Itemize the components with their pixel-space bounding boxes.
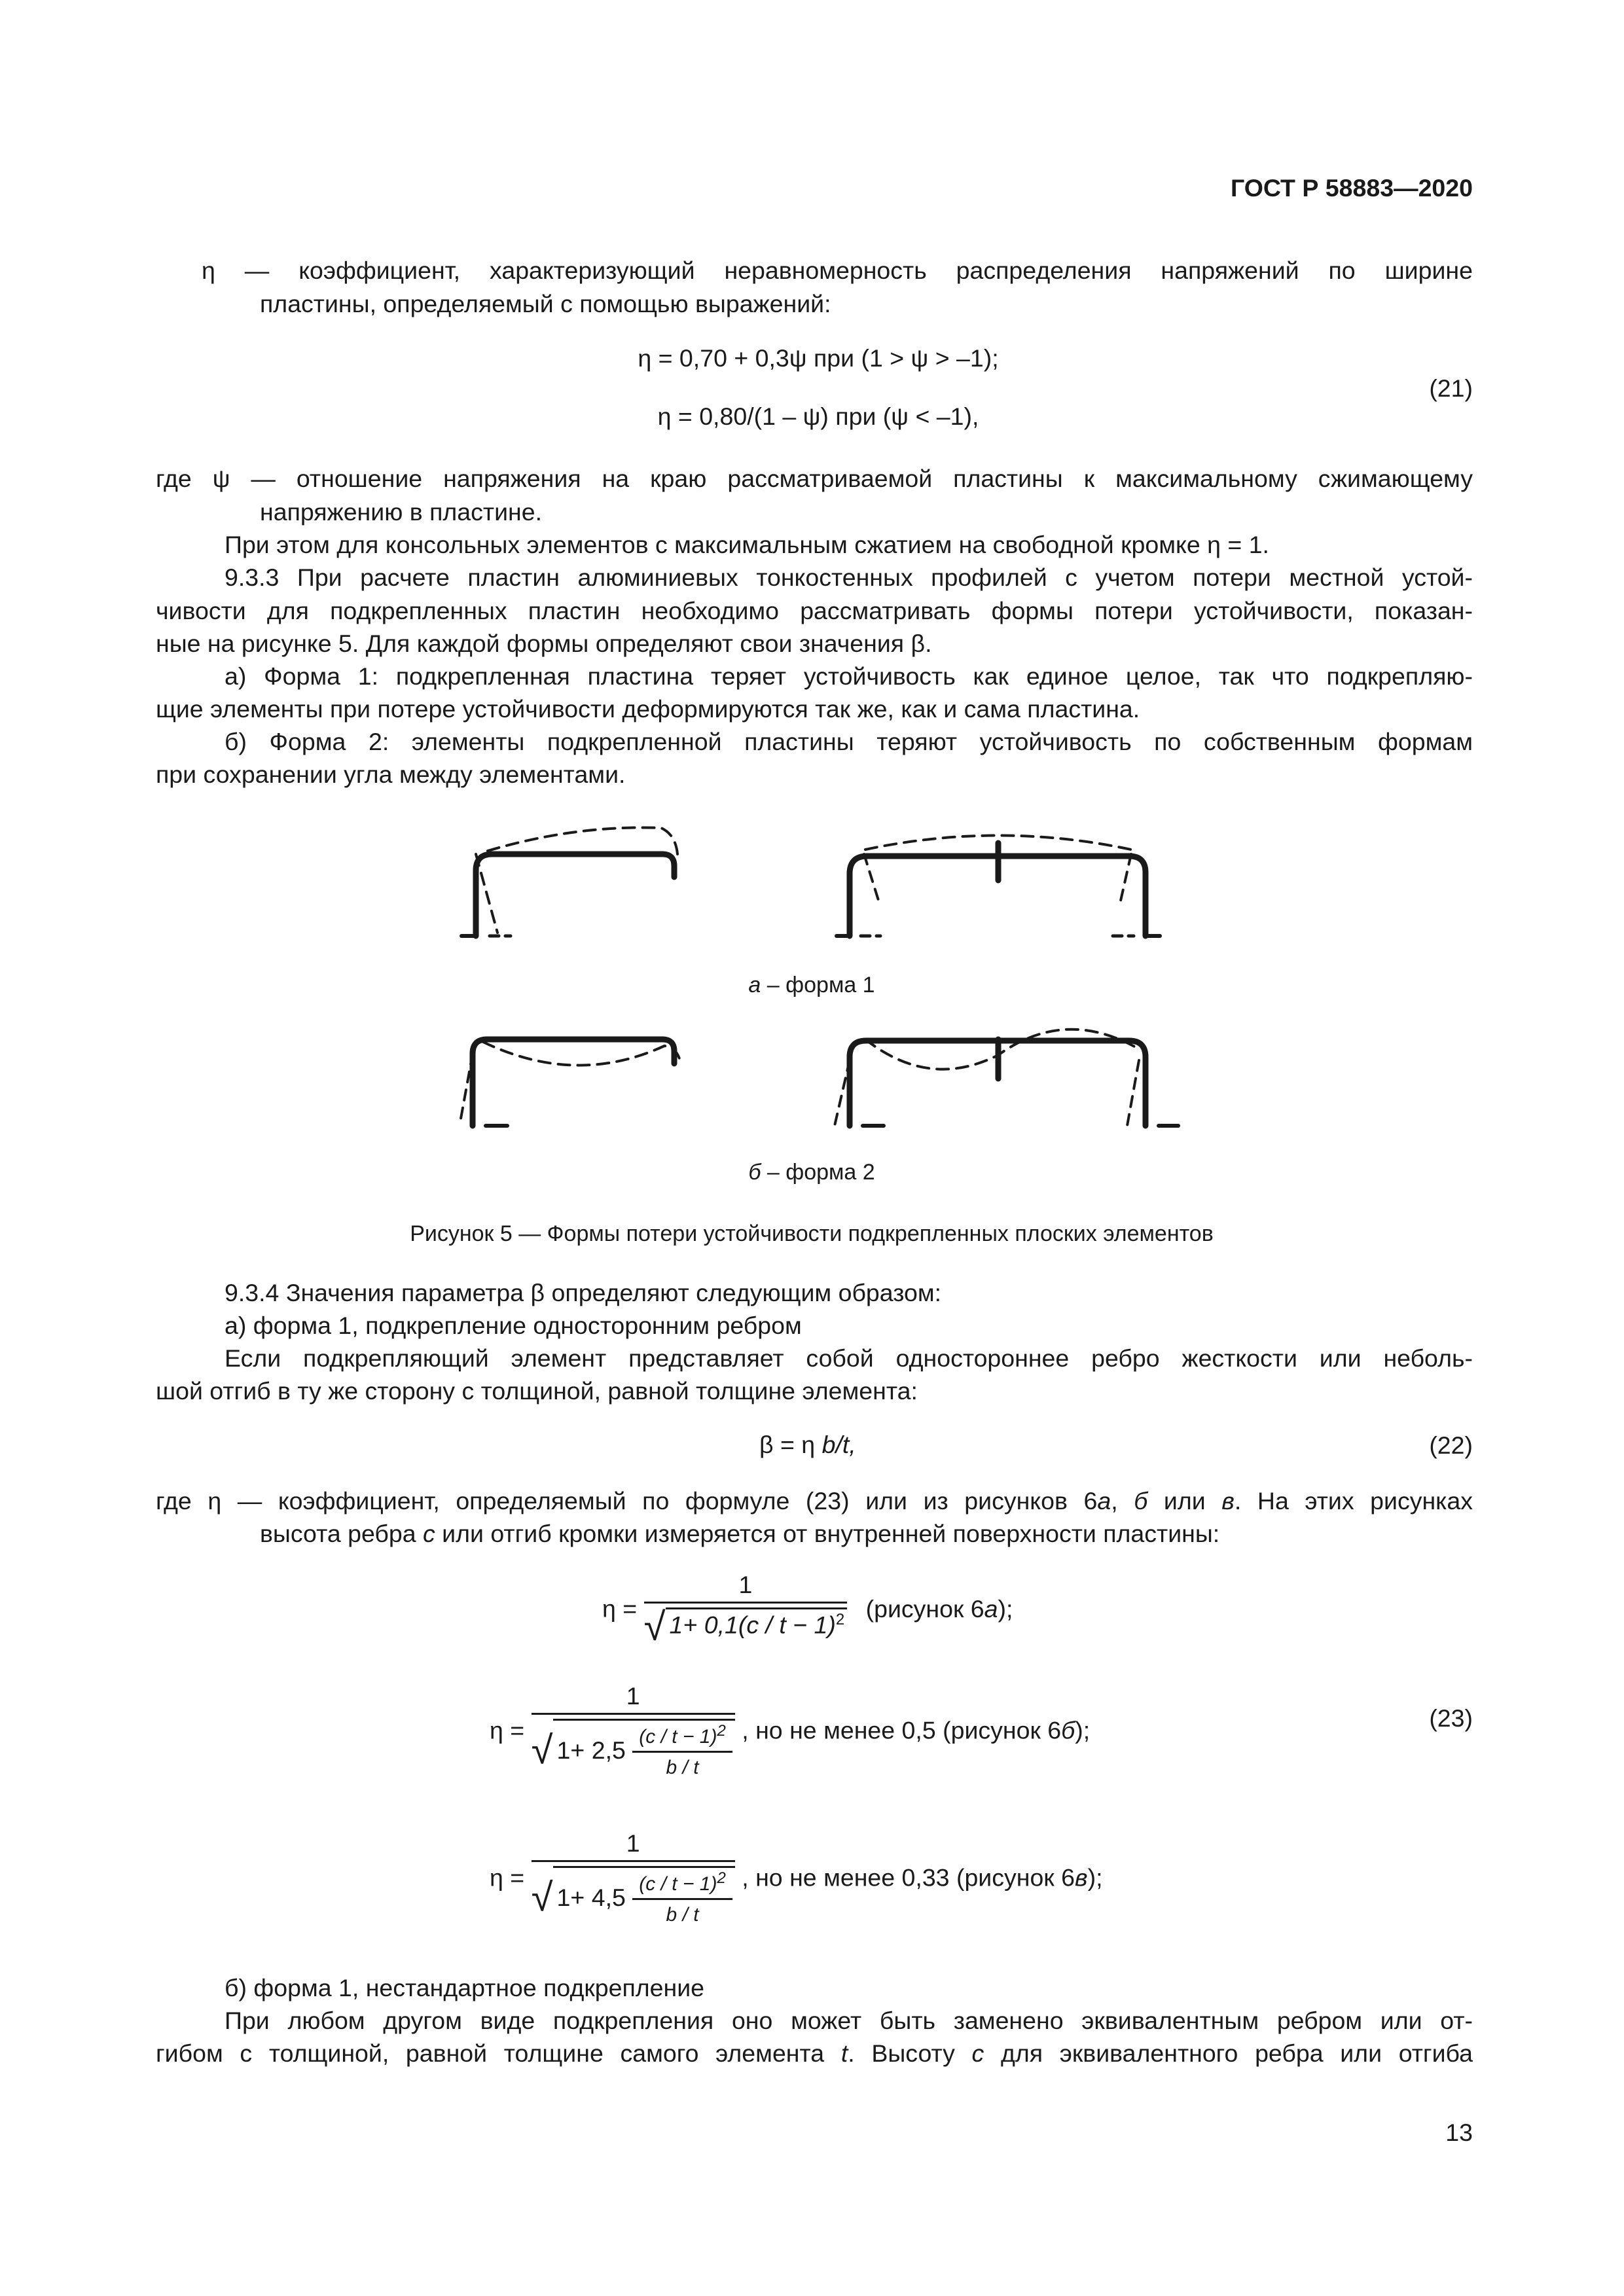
psi-definition-line2: напряжению в пластине. bbox=[260, 498, 542, 526]
eta-definition2-line1: где η — коэффициент, определяемый по формуле (23) или из рисунков 6а, б или в. На этих рисунках bbox=[156, 1487, 1473, 1515]
clause-934-item-a: а) форма 1, подкрепление односторонним ребром bbox=[225, 1312, 802, 1339]
form2-line2: при сохранении угла между элементами. bbox=[156, 761, 626, 788]
figure-5b-label: б – форма 2 bbox=[748, 1160, 875, 1185]
clause-934-item-b: б) форма 1, нестандартное подкрепление bbox=[225, 1974, 705, 2001]
figure-5-caption: Рисунок 5 — Формы потери устойчивости подкрепленных плоских элементов bbox=[410, 1221, 1214, 1246]
equation-22: β = η b/t, bbox=[759, 1431, 856, 1458]
console-paragraph: При этом для консольных элементов с максимальным сжатием на свободной кромке η = 1. bbox=[225, 531, 1269, 558]
page-number: 13 bbox=[1445, 2119, 1473, 2146]
form1-left-buckled bbox=[476, 854, 497, 933]
clause-934-title: 9.3.4 Значения параметра β определяют следующим образом: bbox=[225, 1279, 942, 1306]
equation-23-formula3: η = 1 √ 1+ 4,5 $\frac{(c / t - 1)^2}{b / t}$ , но не менее 0,33 (рисунок 6в); bbox=[490, 1829, 1103, 1926]
eta-definition-line1: η — коэффициент, характеризующий неравномерность распределения напряжений по ширине bbox=[202, 257, 1473, 284]
equation-23-formula1: η = $\frac{1}{√ 1+ 0,1(c / t - 1)^2}$ (рисунок 6а); bbox=[602, 1571, 1013, 1649]
clause-933-line2: чивости для подкрепленных пластин необходимо рассматривать формы потери устойчивости, показан- bbox=[156, 597, 1473, 624]
eta-definition2-line2: высота ребра с или отгиб кромки измеряется от внутренней поверхности пластины: bbox=[260, 1520, 1220, 1547]
form1-line1: а) Форма 1: подкрепленная пластина теряет устойчивость как единое целое, так что подкрепляю- bbox=[225, 662, 1473, 690]
form1-line2: щие элементы при потере устойчивости деформируются так же, как и сама пластина. bbox=[156, 695, 1140, 723]
equation-21-line2: η = 0,80/(1 – ψ) при (ψ < –1), bbox=[657, 403, 979, 430]
equation-23-formula2: η = 1 √ 1+ 2,5 $\frac{(c / t - 1)^2}{b / t}$ , но не менее 0,5 (рисунок 6б); bbox=[490, 1682, 1091, 1778]
eta-definition-line2: пластины, определяемый с помощью выражений: bbox=[260, 290, 831, 317]
figure-5a-label: а – форма 1 bbox=[748, 973, 875, 997]
equation-23-number: (23) bbox=[1429, 1704, 1473, 1732]
form2-left-profile bbox=[473, 1039, 674, 1126]
equation-22-number: (22) bbox=[1429, 1431, 1473, 1459]
form1-left-profile bbox=[476, 854, 674, 936]
clause-934-text2: шой отгиб в ту же сторону с толщиной, равной толщине элемента: bbox=[156, 1377, 918, 1405]
clause-933-line1: 9.3.3 При расчете пластин алюминиевых тонкостенных профилей с учетом потери местной устой- bbox=[225, 564, 1473, 591]
form2-line1: б) Форма 2: элементы подкрепленной пластины теряют устойчивость по собственным формам bbox=[225, 728, 1473, 755]
item-b-text1: При любом другом виде подкрепления оно может быть заменено эквивалентным ребром или от- bbox=[225, 2007, 1473, 2034]
document-header: ГОСТ Р 58883—2020 bbox=[1230, 174, 1473, 202]
equation-21-line1: η = 0,70 + 0,3ψ при (1 > ψ > –1); bbox=[638, 344, 999, 372]
clause-934-text1: Если подкрепляющий элемент представляет собой одностороннее ребро жесткости или неболь- bbox=[225, 1344, 1473, 1372]
clause-933-line3: ные на рисунке 5. Для каждой формы определяют свои значения β. bbox=[156, 630, 932, 657]
equation-21-number: (21) bbox=[1429, 374, 1473, 402]
item-b-text2: гибом с толщиной, равной толщине самого элемента t. Высоту с для эквивалентного ребра или отгиба bbox=[156, 2039, 1473, 2067]
psi-definition-line1: где ψ — отношение напряжения на краю рассматриваемой пластины к максимальному сжимающему bbox=[156, 465, 1473, 492]
